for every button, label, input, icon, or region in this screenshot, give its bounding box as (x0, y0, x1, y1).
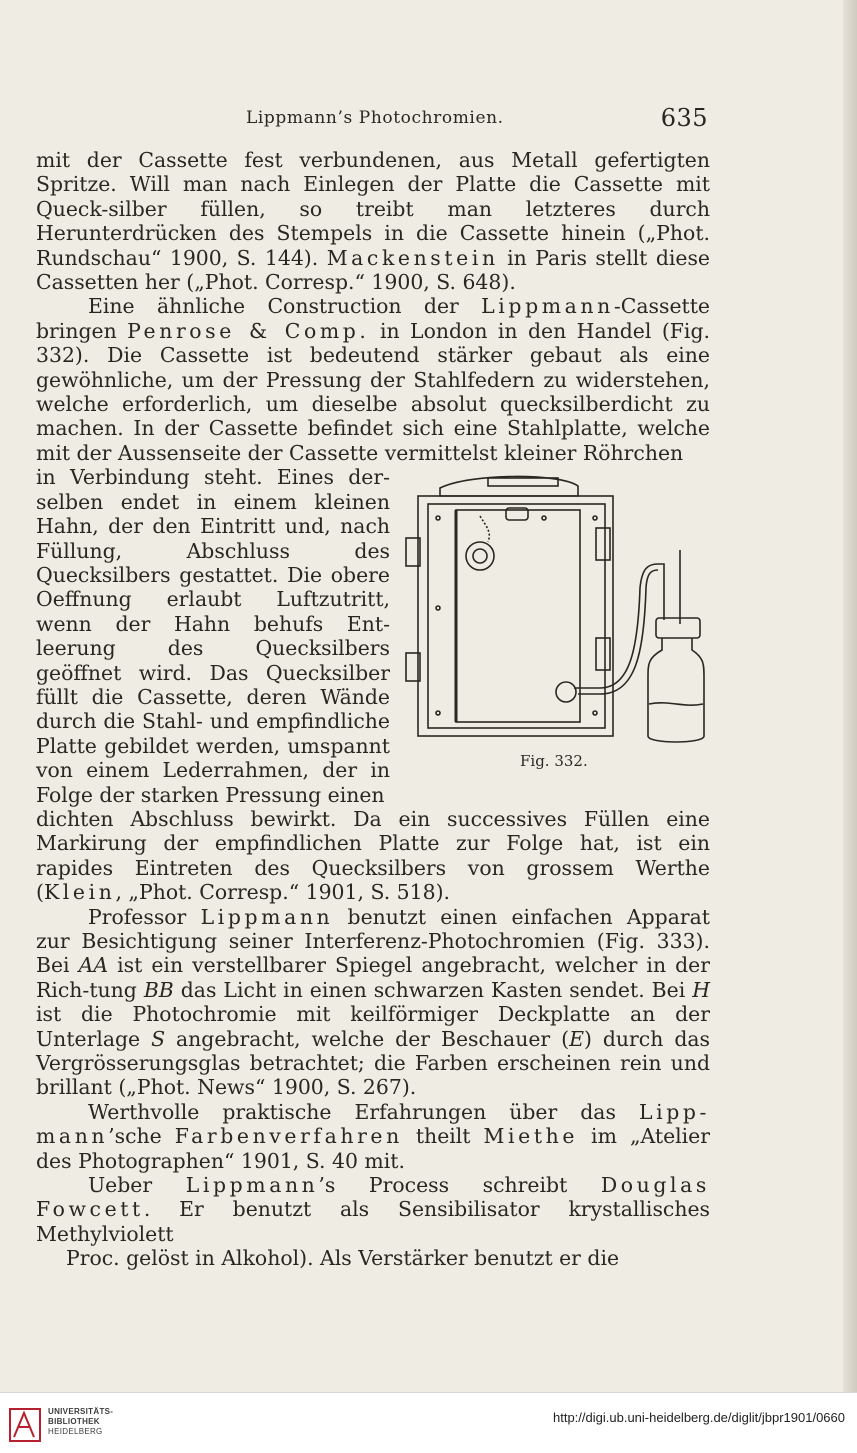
library-name-line3: HEIDELBERG (48, 1427, 103, 1436)
person-name: Klein (43, 880, 116, 905)
right-clamp-upper (596, 528, 610, 560)
cassette-outer-frame (418, 496, 613, 736)
figure-caption: Fig. 332. (520, 752, 588, 770)
bottle-cap (656, 618, 700, 638)
paragraph-1: mit der Cassette fest verbundenen, aus Metall gefertigten Spritze. Will man nach Einlegen der Platte die Cassette mit Queck-silber füllen, so treibt man letzteres durch Herunterdrücken des Stempels in die Cassette hinein („Phot. Rundschau“ 1900, S. 144). Mackenstein in Paris stellt diese Cassetten her („Phot. Corresp.“ 1900, S. 648). (36, 148, 710, 295)
person-name: Lippmann (481, 294, 614, 319)
term: Farbenverfahren (174, 1124, 403, 1149)
library-logo-icon (8, 1407, 42, 1443)
rubber-tube-inner (578, 570, 658, 694)
person-name: Mackenstein (326, 245, 499, 270)
person-name: Miethe (483, 1124, 579, 1149)
paragraph-2-end: dichten Abschluss bewirkt. Da ein successives Füllen eine Markirung der empfindlichen Platte zur Folge hat, ist ein rapides Eintreten des Quecksilbers von grossem Werthe (Klein, „Phot. Corresp.“ 1901, S. 518). (36, 806, 710, 905)
person-name: Lippmann (185, 1173, 319, 1198)
right-clamp-lower (596, 638, 610, 670)
page-header (246, 104, 708, 138)
digitization-footer (0, 1392, 857, 1453)
paragraph-5: Ueber Lippmann’s Process schreibt Douglas Fowcett. Er benutzt als Sensibilisator krystallisches Methylviolett (36, 1173, 710, 1246)
paragraph-4: Werthvolle praktische Erfahrungen über das Lipp-mann’sche Farbenverfahren theilt Miethe im „Atelier des Photographen“ 1901, S. 40 mit. (36, 1099, 710, 1173)
steel-plate (456, 510, 580, 722)
paragraph-2: Eine ähnliche Construction der Lippmann-Cassette bringen Penrose & Comp. in London in den Handel (Fig. 332). Die Cassette ist bedeutend stärker gebaut als eine gewöhnliche, um der Pressung der Stahlfedern zu widerstehen, welche erforderlich, um dieselbe absolut quecksilberdicht zu machen. In der Cassette befindet sich eine Stahlplatte, welche mit der Aussenseite der Cassette vermittelst kleiner Röhrchen (36, 294, 710, 465)
person-name: Lipp-mann (36, 1099, 710, 1149)
library-name-line1: UNIVERSITÄTS- (48, 1407, 114, 1416)
paragraph-2-wrapped: in Verbindung steht. Eines der-selben endet in einem kleinen Hahn, der den Eintritt und, nach Füllung, Abschluss des Quecksilbers gestattet. Die obere Oeffnung erlaubt Luftzutritt, wenn der Hahn behufs Ent-leerung des Quecksilbers geöffnet wird. Das Quecksilber füllt die Cassette, deren Wände durch die Stahl- und empfindliche Platte gebildet werden, umspannt von einem Lederrahmen, der in Folge der starken Pressung einen (36, 465, 390, 807)
handle-bar (488, 478, 558, 486)
mercury-level (649, 703, 703, 705)
rubber-tube (574, 564, 664, 688)
running-title: Lippmann’s Photochromien. (246, 108, 504, 128)
person-name: Lippmann (200, 904, 334, 929)
paragraph-3: Professor Lippmann benutzt einen einfachen Apparat zur Besichtigung seiner Interferenz-Photochromien (Fig. 333). Bei AA ist ein verstellbarer Spiegel angebracht, welcher in der Rich-tung BB das Licht in einen schwarzen Kasten sendet. Bei H ist die Photochromie mit keilförmiger Deckplatte an der Unterlage S angebracht, welche der Beschauer (E) durch das Vergrösserungsglas betrachtet; die Farben erscheinen rein und brillant („Phot. News“ 1900, S. 267). (36, 904, 710, 1100)
permalink-url[interactable]: http://digi.ub.uni-heidelberg.de/diglit/jbpr1901/0660 (553, 1410, 845, 1425)
plug-outer (466, 542, 494, 570)
page-edge-shadow (843, 0, 857, 1392)
person-name: Douglas Fowcett (36, 1173, 710, 1222)
chain (480, 516, 489, 542)
plug-inner (473, 549, 487, 563)
cassette-illustration (400, 468, 712, 758)
library-name-line2: BIBLIOTHEK (48, 1417, 100, 1426)
stopcock (556, 682, 576, 702)
bottle-body (648, 638, 704, 742)
company-name: Penrose & Comp. (127, 318, 370, 343)
paragraph-6: Proc. gelöst in Alkohol). Als Verstärker benutzt er die (66, 1246, 620, 1271)
page-number: 635 (660, 104, 708, 132)
figure-332 (400, 468, 712, 778)
